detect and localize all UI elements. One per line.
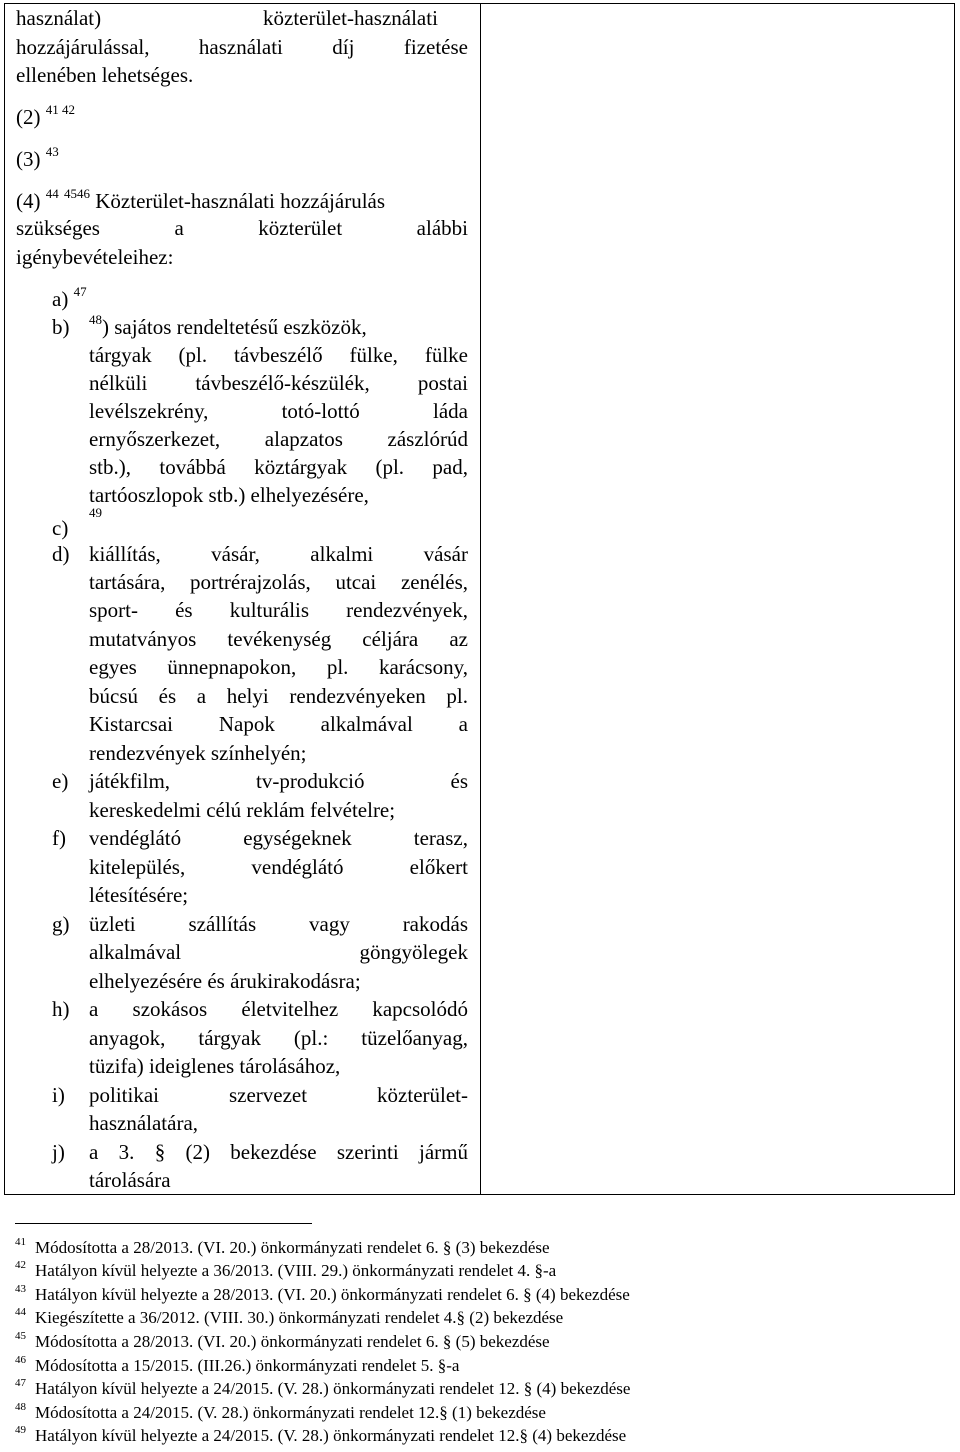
text-line: sport- és kulturális rendezvények, — [89, 598, 468, 622]
footnote: $^{46}$ Módosította a 15/2015. (III.26.) önkormányzati rendelet 5. §-a — [15, 1354, 460, 1375]
list-item-g: üzleti szállítás vagy rakodás — [89, 912, 468, 936]
paragraph-2: (2) $^{41 42}$ — [16, 102, 75, 129]
list-item-f: vendéglátó egységeknek terasz, — [89, 826, 468, 850]
text-line: kitelepülés, vendéglátó előkert — [89, 855, 468, 879]
text-line: igénybevételeihez: — [16, 245, 174, 269]
list-item-j: a 3. § (2) bekezdése szerinti jármű — [89, 1140, 468, 1164]
footnote: $^{45}$ Módosította a 28/2013. (VI. 20.) önkormányzati rendelet 6. § (5) bekezdése — [15, 1330, 550, 1351]
footnote: $^{49}$ Hatályon kívül helyezte a 24/2015. (V. 28.) önkormányzati rendelet 12.§ (4) bekezdése — [15, 1424, 627, 1445]
footnote-ref[interactable]: 48 — [89, 312, 102, 327]
text-line: tartására, portrérajzolás, utcai zenélés, — [89, 570, 468, 594]
footnote-ref[interactable]: 47 — [73, 284, 87, 299]
footnote-ref[interactable]: 49 — [89, 505, 102, 520]
footnote: $^{44}$ Kiegészítette a 36/2012. (VIII. 30.) önkormányzati rendelet 4.§ (2) bekezdése — [15, 1306, 564, 1327]
text-line: hozzájárulással, használati díj fizetése — [16, 35, 468, 59]
text-line: stb.), továbbá köztárgyak (pl. pad, — [89, 455, 468, 479]
text-line: Kistarcsai Napok alkalmával a — [89, 712, 468, 736]
text-line: használatára, — [89, 1111, 199, 1135]
text-line: létesítésére; — [89, 883, 189, 907]
footnote-ref[interactable]: 4546 — [64, 186, 90, 201]
column-divider — [480, 3, 481, 1195]
list-item-d: kiállítás, vásár, alkalmi vásár — [89, 542, 468, 566]
footnote-separator — [15, 1223, 312, 1224]
list-item-i: politikai szervezet közterület- — [89, 1083, 468, 1107]
text-line: egyes ünnepnapokon, pl. karácsony, — [89, 655, 468, 679]
list-label: h) — [52, 997, 70, 1021]
footnote: $^{42}$ Hatályon kívül helyezte a 36/2013. (VIII. 29.) önkormányzati rendelet 4. §-a — [15, 1259, 557, 1280]
text-line: tartóoszlopok stb.) elhelyezésére, — [89, 483, 369, 507]
text-line: mutatványos tevékenység céljára az — [89, 627, 468, 651]
footnote-ref[interactable]: 43 — [45, 144, 59, 159]
text-line: rendezvények színhelyén; — [89, 741, 307, 765]
list-label: b) — [52, 315, 70, 339]
paragraph-3: (3) $^{43}$ — [16, 144, 59, 171]
text-line: tárgyak (pl. távbeszélő fülke, fülke — [89, 343, 468, 367]
text-line: tüzifa) ideiglenes tárolásához, — [89, 1054, 341, 1078]
text-line: tárolására — [89, 1168, 171, 1192]
text-line: alkalmával göngyölegek — [89, 940, 468, 964]
text-line: ellenében lehetséges. — [16, 63, 194, 87]
list-item-h: a szokásos életvitelhez kapcsolódó — [89, 997, 468, 1021]
text-line: levélszekrény, totó-lottó láda — [89, 399, 468, 423]
list-label: j) — [52, 1140, 65, 1164]
list-item-b: $^{48}$) sajátos rendeltetésű eszközök, — [89, 312, 367, 339]
text-line: használat) — [16, 6, 102, 30]
text-line: közterület-használati — [263, 6, 438, 30]
list-item-c — [89, 505, 102, 532]
list-item-a: a) $^{47}$ — [52, 284, 87, 311]
list-label: f) — [52, 826, 66, 850]
text-line: ernyőszerkezet, alapzatos zászlórúd — [89, 427, 468, 451]
footnote-ref[interactable]: 44 — [45, 186, 59, 201]
list-label: c) — [52, 516, 69, 540]
text-line: elhelyezésére és árukirakodásra; — [89, 969, 361, 993]
list-label: e) — [52, 769, 69, 793]
list-label: i) — [52, 1083, 65, 1107]
text-line: szükséges a közterület alábbi — [16, 216, 468, 240]
footnote-ref[interactable]: 41 42 — [45, 102, 75, 117]
text-line: kereskedelmi célú reklám felvételre; — [89, 798, 396, 822]
text-line: anyagok, tárgyak (pl.: tüzelőanyag, — [89, 1026, 468, 1050]
paragraph-4: (4) $^{44}$ $^{4546}$ Közterület-használati hozzájárulás — [16, 186, 386, 213]
text-line: nélküli távbeszélő-készülék, postai — [89, 371, 468, 395]
footnote: $^{47}$ Hatályon kívül helyezte a 24/2015. (V. 28.) önkormányzati rendelet 12. § (4) bekezdése — [15, 1377, 631, 1398]
footnote: $^{48}$ Módosította a 24/2015. (V. 28.) önkormányzati rendelet 12.§ (1) bekezdése — [15, 1401, 546, 1422]
list-item-e: játékfilm, tv-produkció és — [89, 769, 468, 793]
text-line: búcsú és a helyi rendezvényeken pl. — [89, 684, 468, 708]
list-label: d) — [52, 542, 70, 566]
footnote: $^{43}$ Hatályon kívül helyezte a 28/2013. (VI. 20.) önkormányzati rendelet 6. § (4) bekezdése — [15, 1283, 630, 1304]
footnote: $^{41}$ Módosította a 28/2013. (VI. 20.) önkormányzati rendelet 6. § (3) bekezdése — [15, 1236, 550, 1257]
list-label: g) — [52, 912, 70, 936]
